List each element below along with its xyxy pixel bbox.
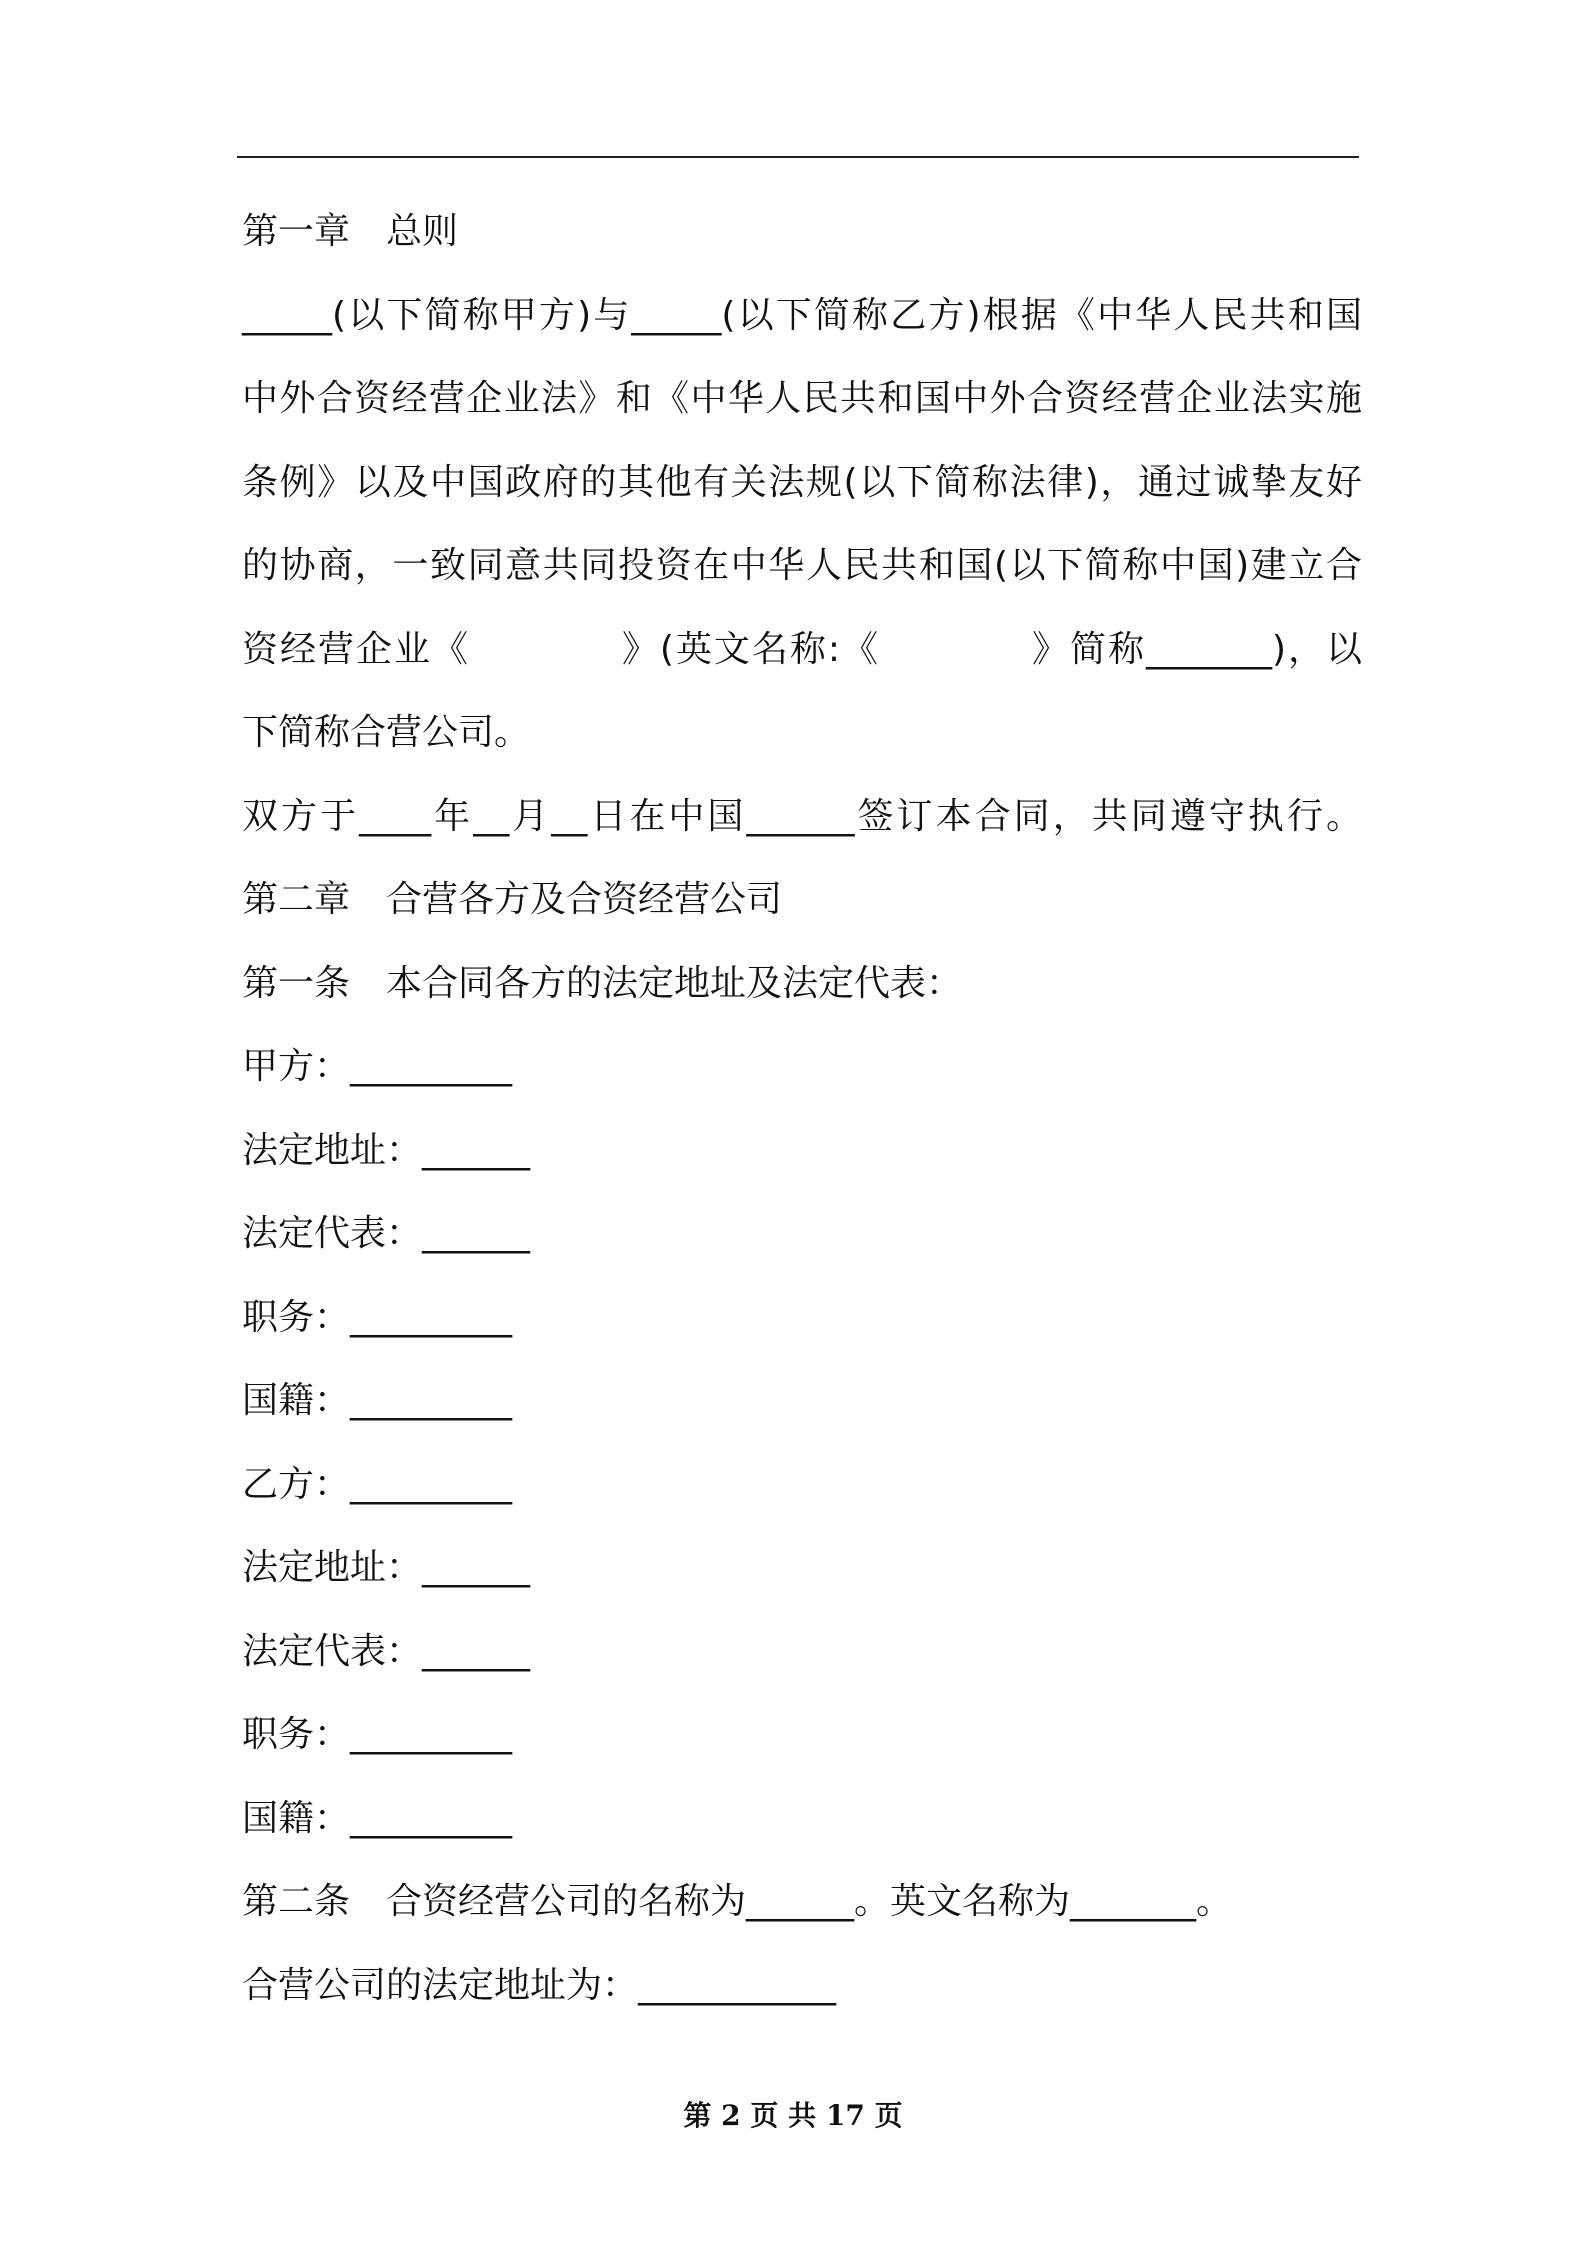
party-b-representative-field: 法定代表：______: [242, 1630, 531, 1672]
party-b-nationality-field: 国籍：_________: [242, 1797, 513, 1839]
party-b-field: 乙方：_________: [242, 1463, 513, 1505]
party-a-field: 甲方：_________: [242, 1046, 513, 1087]
paragraph-line: 条例》以及中国政府的其他有关法规(以下简称法律)，通过诚挚友好: [242, 461, 1362, 503]
paragraph-line: 资经营企业《 》(英文名称:《 》简称_______)，以: [242, 628, 1362, 670]
page-number: 第 2 页 共 17 页: [683, 2099, 903, 2132]
party-a-address-field: 法定地址：______: [242, 1129, 531, 1171]
party-a-nationality-field: 国籍：_________: [242, 1380, 513, 1421]
party-a-position-field: 职务：_________: [242, 1296, 513, 1338]
company-address-field: 合营公司的法定地址为：___________: [242, 1964, 837, 2006]
party-b-position-field: 职务：_________: [242, 1714, 513, 1755]
paragraph-line: 的协商，一致同意共同投资在中华人民共和国(以下简称中国)建立合: [242, 545, 1362, 586]
article-2-line: 第二条 合资经营公司的名称为______。英文名称为_______。: [242, 1881, 1233, 1922]
chapter-2-heading: 第二章 合营各方及合资经营公司: [242, 879, 783, 920]
header-rule: [237, 156, 1359, 158]
party-b-address-field: 法定地址：______: [242, 1547, 531, 1588]
paragraph-line: _____(以下简称甲方)与_____(以下简称乙方)根据《中华人民共和国: [242, 294, 1362, 336]
paragraph-line: 下简称合营公司。: [242, 712, 531, 753]
article-1-heading: 第一条 本合同各方的法定地址及法定代表：: [242, 962, 963, 1004]
chapter-1-heading: 第一章 总则: [242, 211, 459, 252]
signing-line: 双方于____年__月__日在中国______签订本合同，共同遵守执行。: [242, 795, 1362, 837]
party-a-representative-field: 法定代表：______: [242, 1213, 531, 1254]
document-body: [242, 190, 1362, 2027]
paragraph-line: 中外合资经营企业法》和《中华人民共和国中外合资经营企业法实施: [242, 378, 1362, 419]
